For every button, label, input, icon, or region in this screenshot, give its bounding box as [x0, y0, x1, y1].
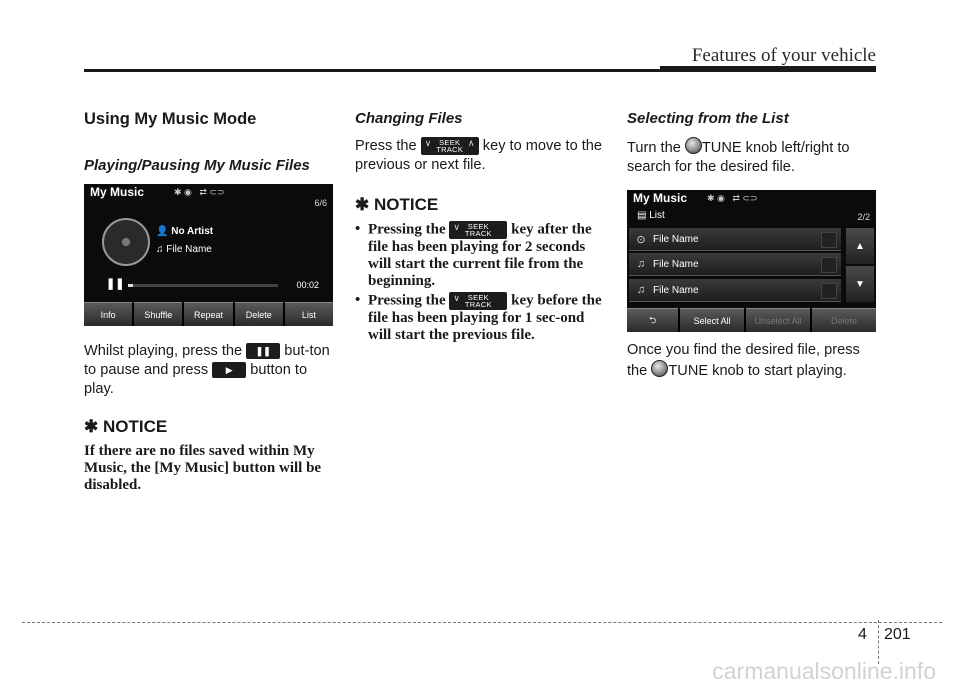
music-note-icon: ♫: [156, 244, 164, 255]
notice-list: [355, 221, 605, 344]
delete-button[interactable]: Delete: [812, 308, 876, 332]
file-row: [156, 244, 212, 255]
row-checkbox[interactable]: [821, 257, 837, 273]
subheading-selecting-list: Selecting from the List: [627, 110, 789, 127]
pause-play-paragraph: Whilst playing, press the ❚❚ but-ton to pause and press ▶ button to play.: [84, 343, 330, 397]
notice-star-icon: ✱: [84, 417, 99, 436]
list-header: ▤ List: [637, 210, 665, 221]
delete-button[interactable]: Delete: [235, 302, 283, 326]
my-music-list-screen: [627, 190, 876, 332]
shuffle-button[interactable]: Shuffle: [134, 302, 182, 326]
scroll-up-button[interactable]: ▲: [846, 228, 874, 264]
column-3: [627, 110, 877, 381]
back-arrow-icon: ⮌: [648, 314, 657, 325]
repeat-button[interactable]: Repeat: [184, 302, 232, 326]
track-count: 6/6: [314, 198, 327, 208]
subheading-changing-files: Changing Files: [355, 110, 463, 127]
notice-heading: ✱ NOTICE: [84, 417, 168, 436]
status-icons: ✱ ◉ ⇄ ⊂⊃: [174, 187, 225, 197]
column-1: [84, 110, 334, 494]
screen-title: My Music: [633, 191, 688, 205]
notice-box-2: [355, 195, 605, 344]
status-icons: ✱ ◉ ⇄ ⊂⊃: [707, 193, 758, 203]
column-2: [355, 110, 605, 346]
row-checkbox[interactable]: [821, 232, 837, 248]
start-playing-paragraph: Once you find the desired file, press the TUNE knob to start playing.: [627, 342, 860, 379]
seek-track-key-icon: ∨ SEEK TRACK: [449, 292, 507, 310]
unselect-all-button[interactable]: Unselect All: [746, 308, 810, 332]
tune-knob-icon: [685, 137, 702, 154]
tune-knob-icon: [651, 360, 668, 377]
chapter-number: 4: [858, 626, 867, 643]
list-button[interactable]: List: [285, 302, 333, 326]
subheading-playing-pausing: Playing/Pausing My Music Files: [84, 157, 310, 174]
page-number: 201: [884, 626, 911, 643]
seek-track-key-icon: ∨ SEEK TRACK: [449, 221, 507, 239]
notice-heading: ✱ NOTICE: [355, 195, 439, 214]
music-note-icon: ♫: [636, 258, 646, 270]
play-circle-icon: ⊙: [636, 233, 646, 246]
screen-button-bar: [84, 302, 333, 326]
notice-box-1: [84, 417, 334, 494]
notice-star-icon: ✱: [355, 195, 370, 214]
changing-files-paragraph: Press the ∨ SEEK TRACK ∧ key to move to the previous or next file.: [355, 137, 603, 173]
play-key-icon: ▶: [212, 362, 246, 378]
seek-track-key-icon: ∨ SEEK TRACK ∧: [421, 137, 479, 155]
list-row-3[interactable]: ♫ File Name: [629, 279, 841, 302]
my-music-screen: [84, 184, 333, 326]
person-icon: 👤: [156, 226, 169, 237]
list-row-2[interactable]: ♫ File Name: [629, 253, 841, 276]
running-header: Features of your vehicle: [691, 45, 876, 66]
info-button[interactable]: Info: [84, 302, 132, 326]
notice-item-2: • Pressing the ∨ SEEK TRACK key before the file has been playing for 1 sec-ond will start the previous file.: [355, 292, 605, 344]
list-icon: ▤: [637, 210, 647, 221]
artist-name: No Artist: [171, 226, 214, 237]
header-rule-accent: [660, 66, 876, 72]
notice-text: If there are no files saved within My Music, the [My Music] button will be disabled.: [84, 443, 322, 493]
page-indicator: 2/2: [857, 212, 870, 222]
notice-item-1: • Pressing the ∨ SEEK TRACK key after the file has been playing for 2 seconds will start the current file from the beginning.: [355, 221, 605, 290]
screen-title: My Music: [90, 185, 145, 199]
watermark: carmanualsonline.info: [712, 658, 936, 684]
footer-rule: [22, 622, 942, 623]
elapsed-time: 00:02: [296, 280, 319, 290]
pause-key-icon: ❚❚: [246, 343, 280, 359]
row-checkbox[interactable]: [821, 283, 837, 299]
select-all-button[interactable]: Select All: [680, 308, 744, 332]
file-name: File Name: [166, 244, 212, 255]
artist-row: [156, 226, 213, 237]
section-heading: Using My Music Mode: [84, 110, 257, 128]
album-art: [102, 218, 150, 266]
list-row-1[interactable]: ⊙ File Name: [629, 228, 841, 251]
music-note-icon: ♫: [636, 284, 646, 296]
scroll-down-button[interactable]: ▼: [846, 266, 874, 302]
pause-icon[interactable]: ❚❚: [106, 278, 125, 290]
tune-knob-paragraph: Turn the TUNE knob left/right to search for the desired file.: [627, 137, 877, 177]
back-button[interactable]: [627, 308, 678, 332]
screen-button-bar: [627, 308, 876, 332]
progress-bar[interactable]: [128, 284, 278, 287]
